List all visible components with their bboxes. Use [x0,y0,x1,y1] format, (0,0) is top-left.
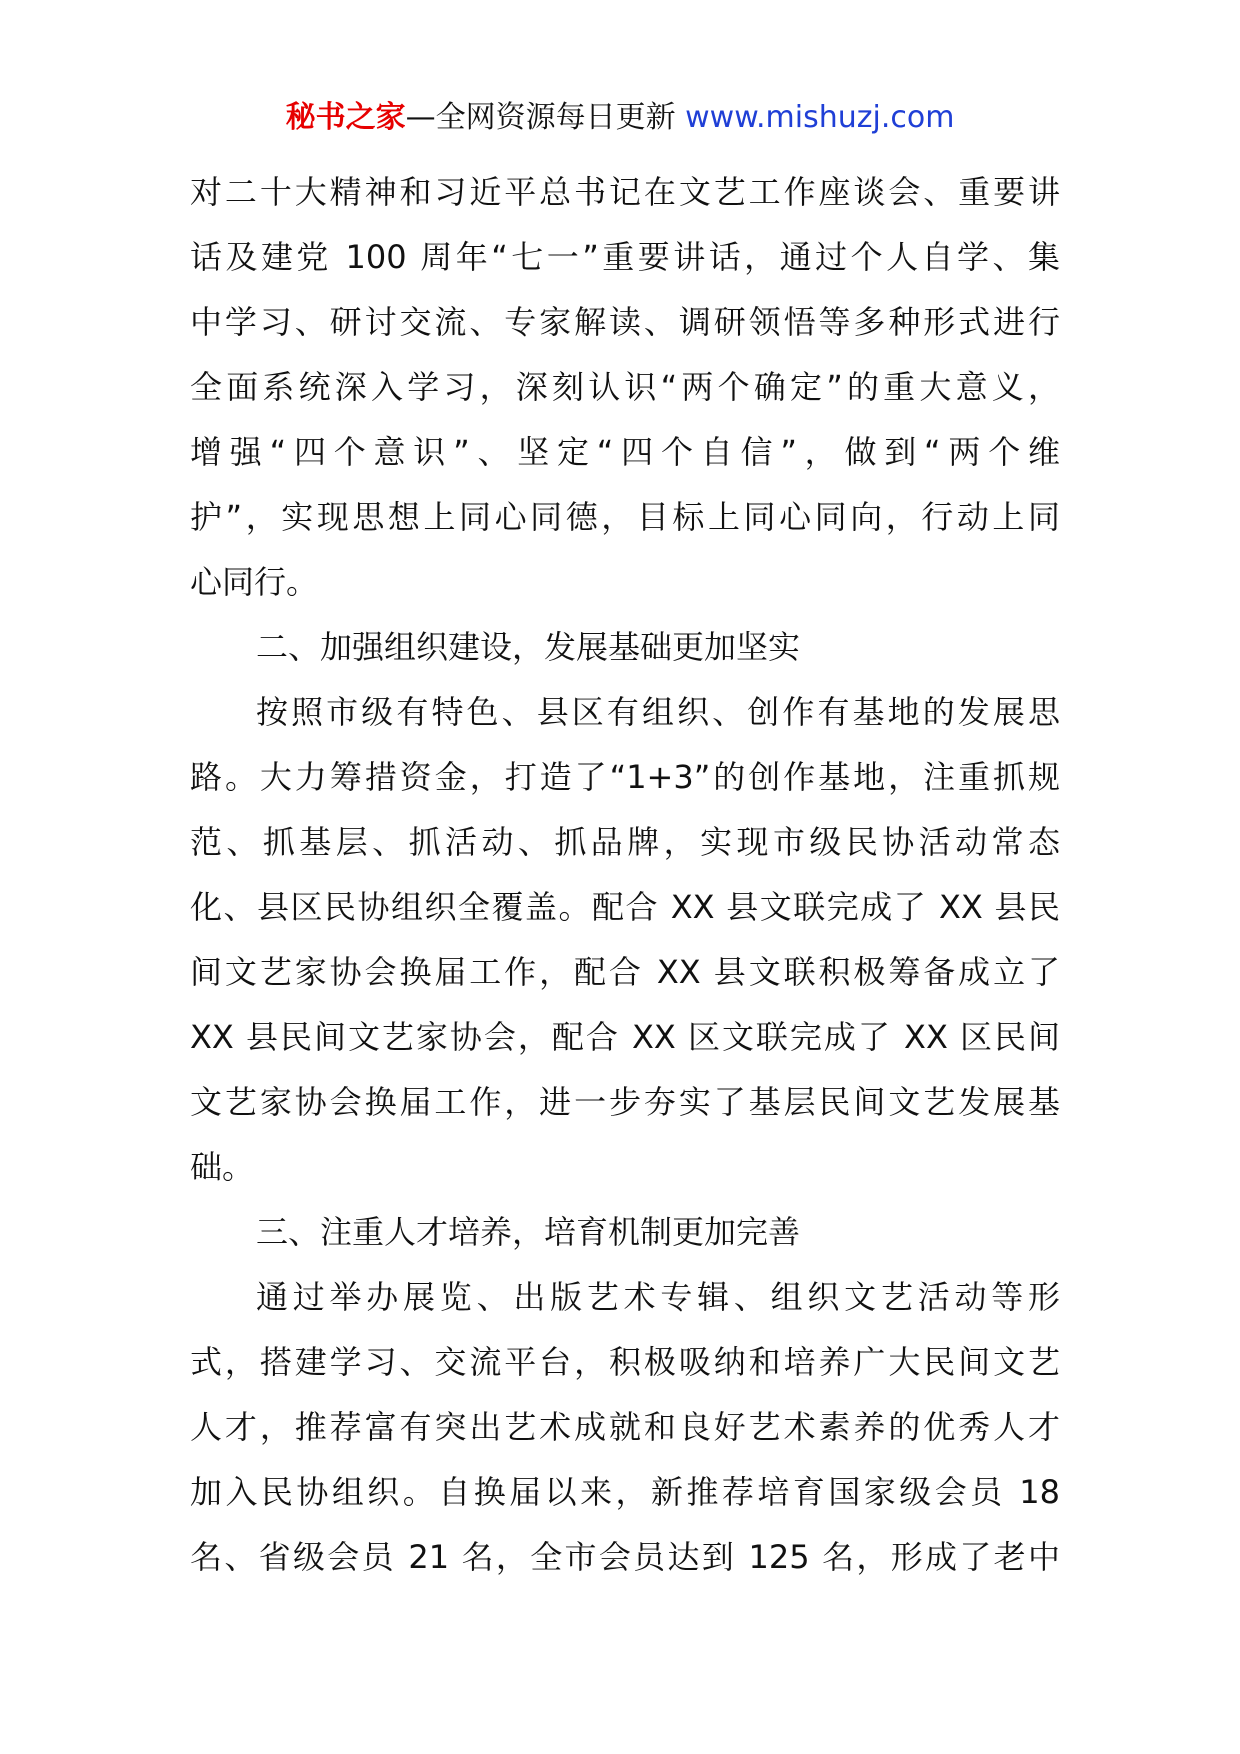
paragraph-line: 话及建党 100 周年“七一”重要讲话，通过个人自学、集 [190,238,1060,276]
paragraph-line: 心同行。 [190,563,319,601]
paragraph-line: 加入民协组织。自换届以来，新推荐培育国家级会员 18 [190,1473,1060,1511]
section-heading: 三、注重人才培养，培育机制更加完善 [256,1213,801,1251]
paragraph-line: 文艺家协会换届工作，进一步夯实了基层民间文艺发展基 [190,1083,1060,1121]
paragraph-line: 间文艺家协会换届工作，配合 XX 县文联积极筹备成立了 [190,953,1060,991]
paragraph-line: 对二十大精神和习近平总书记在文艺工作座谈会、重要讲 [190,173,1060,211]
paragraph-line: XX 县民间文艺家协会，配合 XX 区文联完成了 XX 区民间 [190,1018,1060,1056]
section-heading: 二、加强组织建设，发展基础更加坚实 [256,628,801,666]
paragraph-line: 通过举办展览、出版艺术专辑、组织文艺活动等形 [256,1278,1060,1316]
site-header [0,98,1240,138]
paragraph-line: 全面系统深入学习，深刻认识“两个确定”的重大意义， [190,368,1060,406]
site-tagline: —全网资源每日更新 [405,100,686,135]
document-body [190,160,1060,1590]
paragraph-line: 名、省级会员 21 名，全市会员达到 125 名，形成了老中 [190,1538,1060,1576]
paragraph-line: 式，搭建学习、交流平台，积极吸纳和培养广大民间文艺 [190,1343,1060,1381]
paragraph-line: 中学习、研讨交流、专家解读、调研领悟等多种形式进行 [190,303,1060,341]
paragraph-line: 化、县区民协组织全覆盖。配合 XX 县文联完成了 XX 县民 [190,888,1060,926]
paragraph-line: 护”，实现思想上同心同德，目标上同心同向，行动上同 [190,498,1060,536]
site-brand: 秘书之家 [285,100,406,135]
site-url-link[interactable]: www.mishuzj.com [685,100,955,135]
paragraph-line: 人才，推荐富有突出艺术成就和良好艺术素养的优秀人才 [190,1408,1060,1446]
paragraph-line: 路。大力筹措资金，打造了“1+3”的创作基地，注重抓规 [190,758,1060,796]
paragraph-line: 按照市级有特色、县区有组织、创作有基地的发展思 [256,693,1060,731]
paragraph-line: 础。 [190,1148,255,1186]
paragraph-line: 范、抓基层、抓活动、抓品牌，实现市级民协活动常态 [190,823,1060,861]
paragraph-line: 增强“四个意识”、坚定“四个自信”，做到“两个维 [190,433,1060,471]
